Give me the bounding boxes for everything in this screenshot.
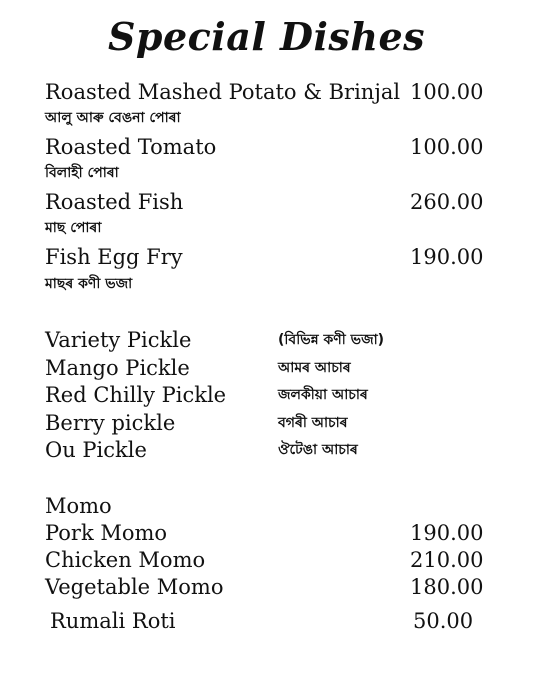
- pickle-local-berry: বগৰী আচাৰ: [278, 415, 348, 431]
- momo-name-vegetable: Vegetable Momo: [45, 575, 224, 599]
- pickle-name-variety: Variety Pickle: [45, 328, 192, 352]
- dish-price-potato-brinjal: 100.00: [410, 80, 484, 104]
- dish-local-potato-brinjal: আলু আৰু বেঙনা পোৰা: [45, 110, 181, 126]
- momo-name-chicken: Chicken Momo: [45, 548, 206, 572]
- momo-name-pork: Pork Momo: [45, 521, 168, 545]
- dish-local-fish-egg: মাছৰ কণী ভজা: [45, 276, 133, 292]
- momo-price-pork: 190.00: [410, 521, 484, 545]
- pickle-name-red-chilly: Red Chilly Pickle: [45, 383, 227, 407]
- dish-price-fish-egg: 190.00: [410, 245, 484, 269]
- dish-name-tomato: Roasted Tomato: [45, 135, 217, 159]
- dish-name-potato-brinjal: Roasted Mashed Potato & Brinjal: [45, 80, 401, 104]
- pickle-local-variety: (বিভিন্ন কণী ভজা): [278, 332, 385, 348]
- dish-price-fish: 260.00: [410, 190, 484, 214]
- pickle-local-mango: আমৰ আচাৰ: [278, 360, 351, 376]
- pickle-name-ou: Ou Pickle: [45, 438, 147, 462]
- momo-price-vegetable: 180.00: [410, 575, 484, 599]
- pickle-name-mango: Mango Pickle: [45, 356, 190, 380]
- dish-name-fish-egg: Fish Egg Fry: [45, 245, 183, 269]
- pickle-name-berry: Berry pickle: [45, 411, 176, 435]
- dish-name-fish: Roasted Fish: [45, 190, 184, 214]
- dish-price-tomato: 100.00: [410, 135, 484, 159]
- dish-local-tomato: বিলাহী পোৰা: [45, 165, 119, 181]
- extra-name-rumali-roti: Rumali Roti: [50, 609, 176, 633]
- extra-price-rumali-roti: 50.00: [413, 609, 474, 633]
- pickle-local-ou: ঔটেঙা আচাৰ: [278, 442, 358, 458]
- menu-title: Special Dishes: [107, 14, 426, 59]
- momo-price-chicken: 210.00: [410, 548, 484, 572]
- pickle-local-red-chilly: জলকীয়া আচাৰ: [278, 387, 368, 403]
- momo-heading: Momo: [45, 494, 112, 518]
- dish-local-fish: মাছ পোৰা: [45, 220, 102, 236]
